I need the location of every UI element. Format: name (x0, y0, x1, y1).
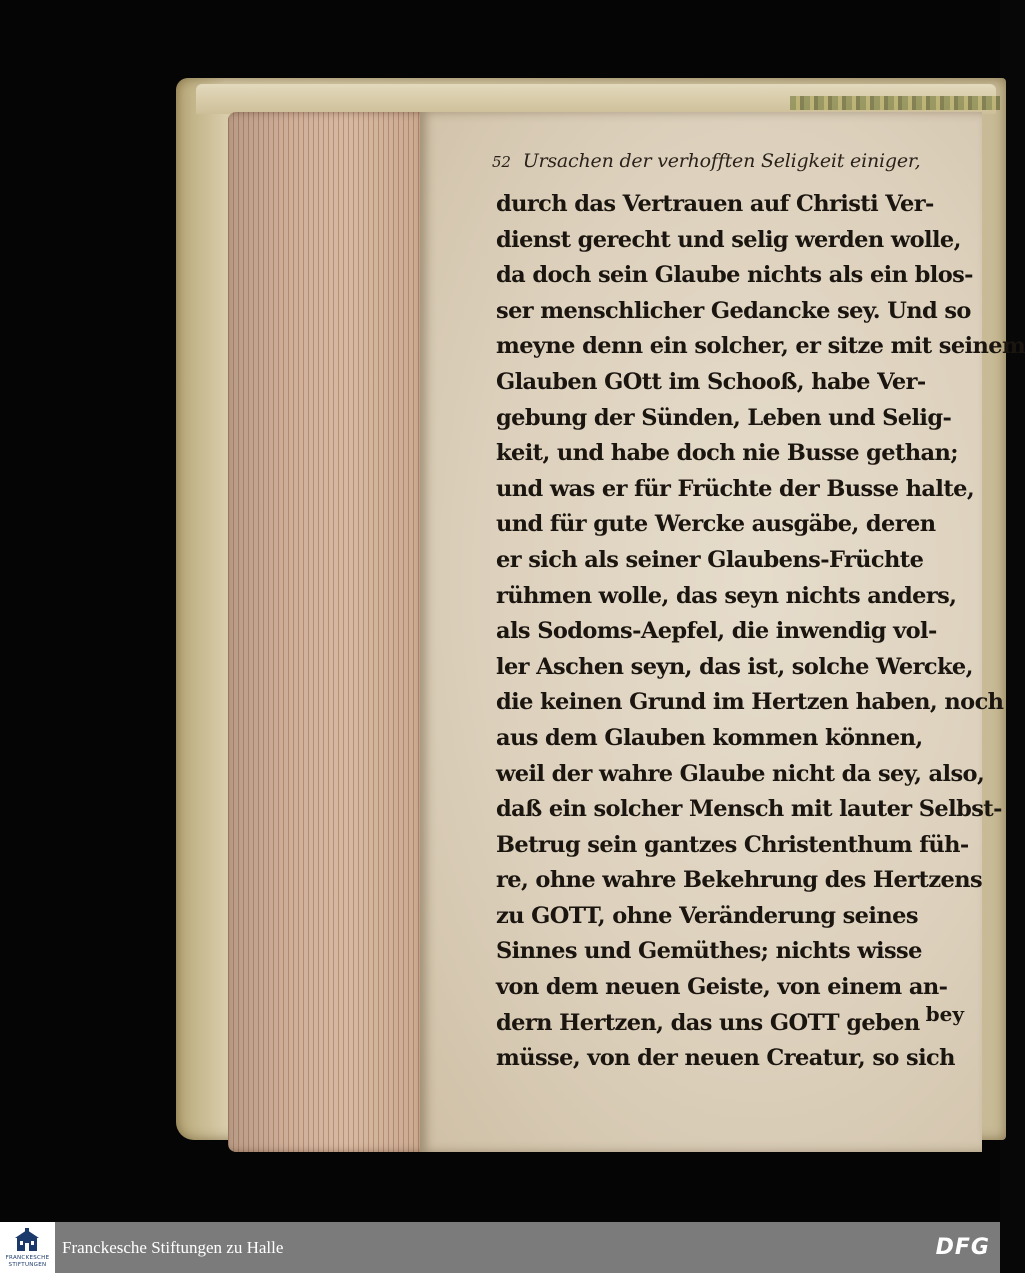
text-line: Glauben GOtt im Schooß, habe Ver- (496, 368, 926, 395)
text-line: als Sodoms-Aepfel, die inwendig vol- (496, 618, 937, 645)
institution-logo[interactable] (0, 1222, 55, 1273)
text-line: und für gute Wercke ausgäbe, deren (496, 511, 936, 538)
text-line: er sich als seiner Glaubens-Früchte (496, 546, 924, 573)
running-head-text: Ursachen der verhofften Seligkeit einiger, (522, 150, 921, 172)
viewer-footer (0, 1222, 1000, 1273)
text-line: ler Aschen seyn, das ist, solche Wercke, (496, 653, 973, 680)
text-line: gebung der Sünden, Leben und Selig- (496, 404, 952, 431)
logo-text: FRANCKESCHE STIFTUNGEN (5, 1255, 50, 1268)
decorative-border (790, 96, 1000, 110)
dfg-logo[interactable]: DFG (935, 1235, 990, 1260)
text-line: daß ein solcher Mensch mit lauter Selbst- (496, 796, 1002, 823)
text-line: von dem neuen Geiste, von einem an- (496, 974, 948, 1001)
text-line: da doch sein Glaube nichts als ein blos- (496, 262, 973, 289)
text-line: dienst gerecht und selig werden wolle, (496, 226, 961, 253)
running-head (492, 150, 972, 172)
text-line: Sinnes und Gemüthes; nichts wisse (496, 938, 922, 965)
text-line: rühmen wolle, das seyn nichts anders, (496, 582, 957, 609)
text-line: ser menschlicher Gedancke sey. Und so (496, 297, 971, 324)
text-line: aus dem Glauben kommen können, (496, 724, 923, 751)
text-line: Betrug sein gantzes Christenthum füh- (496, 831, 969, 858)
catchword: bey (925, 1002, 964, 1026)
page-edges (228, 112, 428, 1152)
text-line: weil der wahre Glaube nicht da sey, also, (496, 760, 985, 787)
text-line: dern Hertzen, das uns GOTT geben (496, 1009, 920, 1036)
text-line: und was er für Früchte der Busse halte, (496, 475, 975, 502)
page-number: 52 (492, 153, 511, 171)
page-body-text (496, 187, 1025, 1077)
text-line: meyne denn ein solcher, er sitze mit seinem (496, 333, 1025, 360)
text-line: keit, und habe doch nie Busse gethan; (496, 440, 959, 467)
text-line: müsse, von der neuen Creatur, so sich (496, 1045, 955, 1072)
orphanage-building-icon (14, 1228, 40, 1252)
book-page (420, 112, 1025, 1152)
text-line: die keinen Grund im Hertzen haben, noch (496, 689, 1004, 716)
institution-name[interactable]: Franckesche Stiftungen zu Halle (62, 1238, 284, 1257)
text-line: re, ohne wahre Bekehrung des Hertzens (496, 867, 983, 894)
text-line: durch das Vertrauen auf Christi Ver- (496, 191, 934, 217)
text-line: zu GOTT, ohne Veränderung seines (496, 902, 918, 929)
